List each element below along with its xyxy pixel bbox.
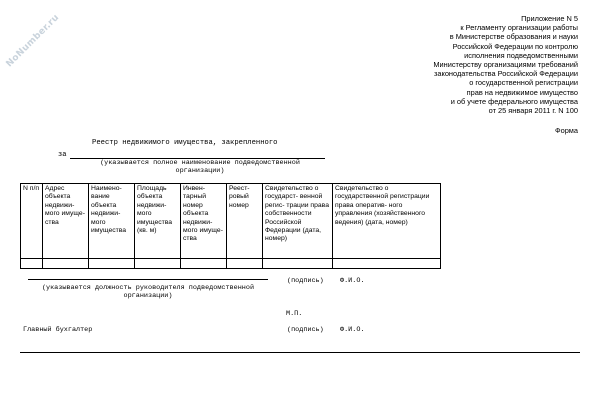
table-cell [43, 259, 89, 269]
column-header: Свидетельство о государст- венной регис- трации права собственности Российской Федерации (дата, номер) [263, 184, 333, 259]
fio-label-accountant: Ф.И.О. [340, 326, 365, 334]
appendix-block [318, 14, 578, 115]
bottom-divider [20, 352, 580, 353]
appendix-line: и об учете федерального имущества [450, 96, 578, 106]
registry-table [20, 183, 441, 269]
appendix-line: в Министерстве образования и науки [449, 32, 578, 42]
appendix-line: о государственной регистрации [469, 78, 578, 88]
appendix-line: Приложение N 5 [521, 14, 578, 23]
appendix-line: законодательства Российской Федерации [434, 69, 578, 79]
column-header: N п/п [21, 184, 43, 259]
table-cell [181, 259, 227, 269]
watermark: NoNumber.ru [4, 12, 62, 70]
position-hint: (указывается должность руководителя подведомственной организации) [41, 284, 255, 300]
chief-accountant-label: Главный бухгалтер [23, 326, 93, 334]
column-header: Площадь объекта недвижи- мого имущества (кв. м) [135, 184, 181, 259]
position-line [28, 279, 268, 280]
za-label: за [58, 151, 67, 159]
column-header: Инвен- тарный номер объекта недвижи- мого имуще- ства [181, 184, 227, 259]
table-cell [227, 259, 263, 269]
appendix-line: Российской Федерации по контролю [452, 41, 578, 51]
table-row [21, 259, 441, 269]
appendix-line: Министерству организациями требований [433, 60, 578, 70]
stamp-place-label: М.П. [286, 310, 303, 318]
column-header: Наимено- вание объекта недвижи- мого имущества [89, 184, 135, 259]
table-cell [263, 259, 333, 269]
column-header: Свидетельство о государственной регистрации права оператив- ного управления (хозяйственного ведения) (дата, номер) [333, 184, 441, 259]
appendix-line: от 25 января 2011 г. N 100 [488, 106, 578, 116]
form-label: Форма [554, 126, 578, 135]
table-cell [135, 259, 181, 269]
column-header: Реест- ровый номер [227, 184, 263, 259]
appendix-line: к Регламенту организации работы [460, 23, 578, 33]
page-title: Реестр недвижимого имущества, закрепленного [92, 139, 278, 147]
column-header: Адрес объекта недвижи- мого имуще- ства [43, 184, 89, 259]
table-cell [21, 259, 43, 269]
table-cell [89, 259, 135, 269]
fio-label: Ф.И.О. [340, 277, 365, 285]
org-name-hint: (указывается полное наименование подведомственной организации) [100, 159, 300, 175]
appendix-line: прав на недвижимое имущество [466, 87, 578, 97]
signature-label: (подпись) [287, 277, 324, 285]
table-cell [333, 259, 441, 269]
appendix-line: исполнения подведомственными [464, 50, 578, 60]
signature-label-accountant: (подпись) [287, 326, 324, 334]
table-header-row [21, 184, 441, 259]
